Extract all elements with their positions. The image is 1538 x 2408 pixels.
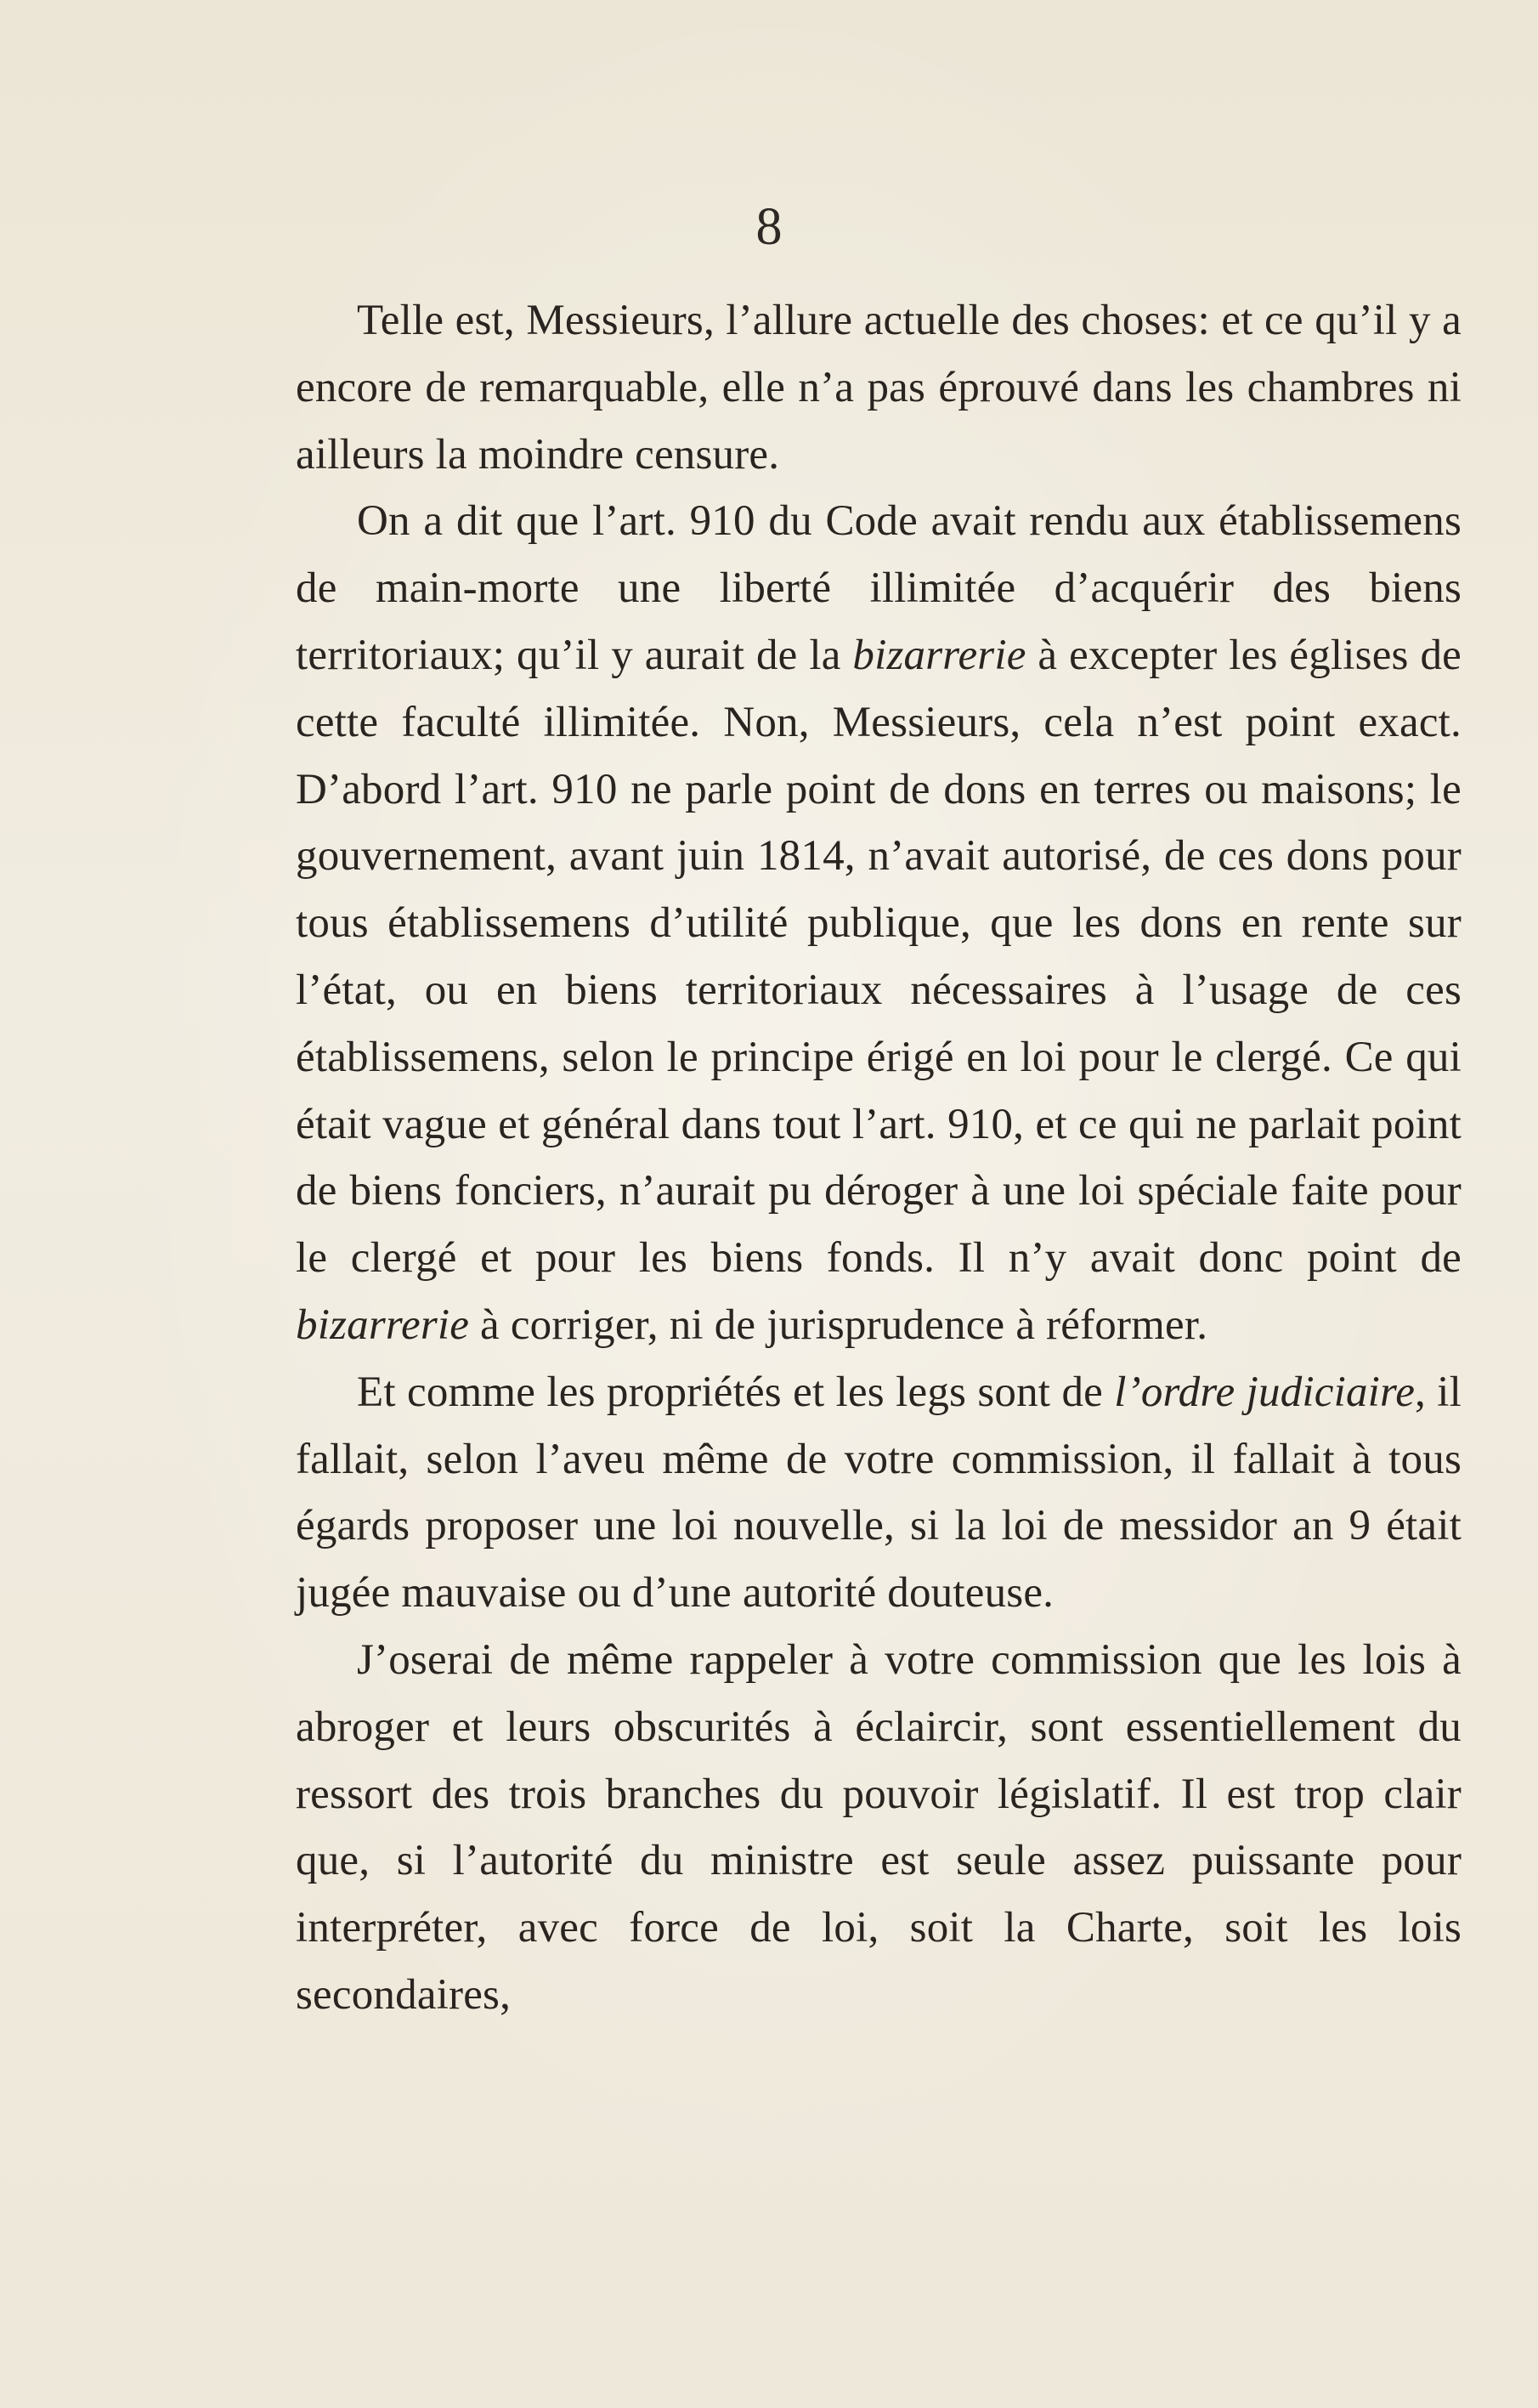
- text-segment: à excepter les églises de cette faculté illimitée. Non, Messieurs, cela n’est point exact. D’abord l’art. 910 ne parle point de dons en terres ou maisons; le gouvernement, avant juin 1814, n’avait autorisé, de ces dons pour tous établissemens d’utilité publique, que les dons en rente sur l’état, ou en biens territoriaux nécessaires à l’usage de ces établissemens, selon le principe érigé en loi pour le clergé. Ce qui était vague et général dans tout l’art. 910, et ce qui ne parlait point de biens fonciers, n’aurait pu déroger à une loi spéciale faite pour le clergé et pour les biens fonds. Il n’y avait donc point de: [296, 631, 1462, 1283]
- text-segment: On a dit que l’art. 910 du Code avait rendu aux établissemens de main-morte une liberté illimitée d’acquérir des biens territoriaux; qu’il y aurait de la: [296, 497, 1462, 679]
- text-segment: Et comme les propriétés et les legs sont de: [357, 1368, 1115, 1416]
- italic-term: bizarrerie: [296, 1300, 470, 1349]
- text-segment: J’oserai de même rappeler à votre commission que les lois à abroger et leurs obscurités à éclaircir, sont essentiellement du ressort des trois branches du pouvoir législatif. Il est trop clair que, si l’autorité du ministre est seule assez puissante pour interpréter, avec force de loi, soit la Charte, soit les lois secondaires,: [296, 1635, 1462, 2019]
- body-text: [296, 287, 1462, 2029]
- text-segment: , il fallait, selon l’aveu même de votre commission, il fallait à tous égards proposer une loi nouvelle, si la loi de messidor an 9 était jugée mauvaise ou d’une autorité douteuse.: [296, 1368, 1462, 1618]
- text-segment: Telle est, Messieurs, l’allure actuelle des choses: et ce qu’il y a encore de remarquable, elle n’a pas éprouvé dans les chambres ni ailleurs la moindre censure.: [296, 297, 1462, 479]
- italic-term: bizarrerie: [852, 631, 1026, 679]
- text-segment: à corriger, ni de jurisprudence à réformer.: [469, 1300, 1208, 1349]
- paragraph: [296, 1359, 1462, 1627]
- page-number: 8: [755, 198, 783, 256]
- italic-term: l’ordre judiciaire: [1114, 1368, 1416, 1416]
- paragraph: [296, 1627, 1462, 2029]
- paragraph: [296, 287, 1462, 488]
- paragraph: [296, 488, 1462, 1358]
